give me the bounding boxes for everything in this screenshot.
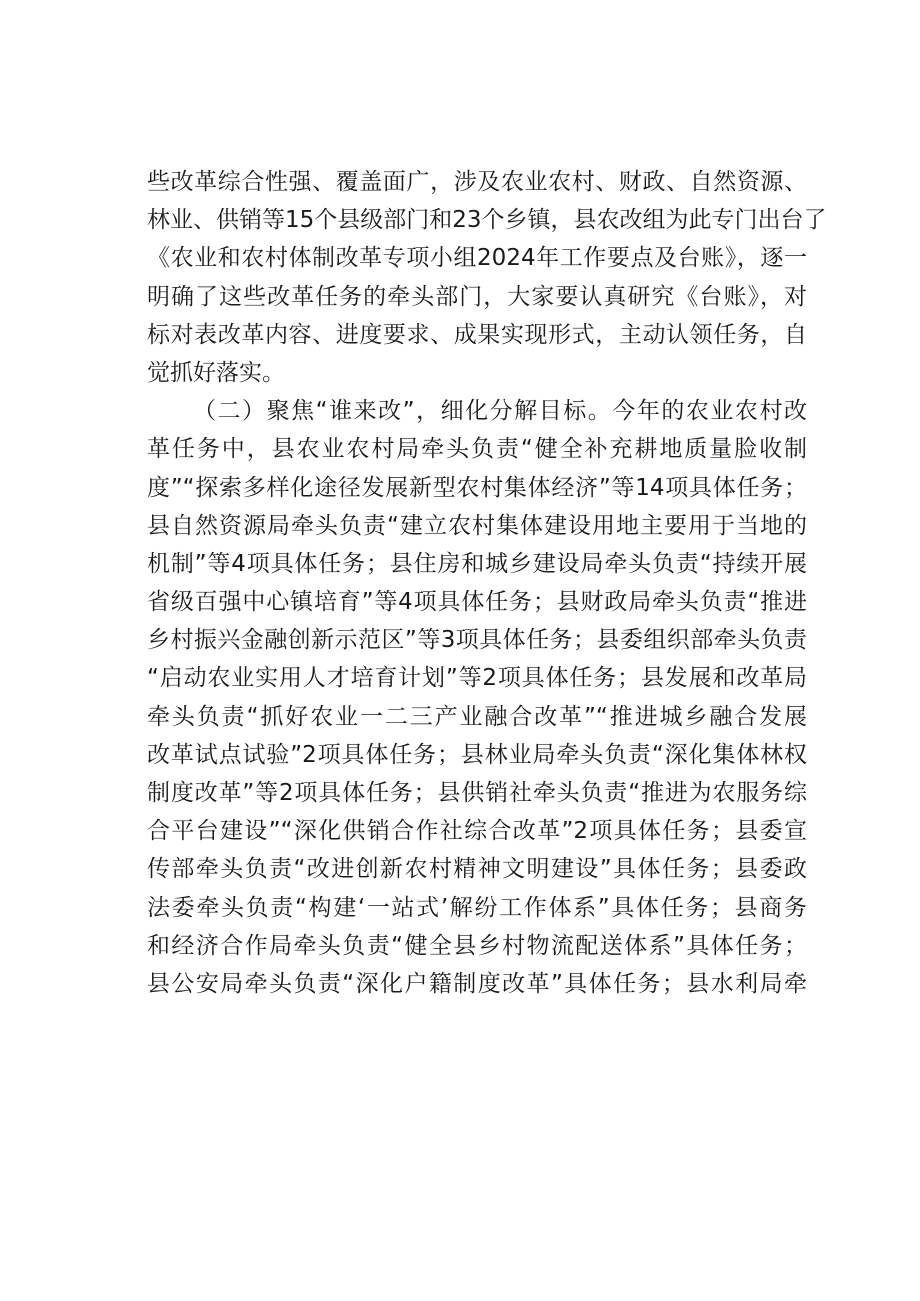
text-line: 县公安局牵头负责“深化户籍制度改革”具体任务；县水利局牵 (147, 970, 807, 997)
text-line: 法委牵头负责“构建‘一站式’解纷工作体系”具体任务；县商务 (147, 894, 807, 921)
text-line: 度”“探索多样化途径发展新型农村集体经济”等14项具体任务； (147, 474, 807, 501)
text-line: 林业、供销等15个县级部门和23个乡镇，县农改组为此专门出台了 (147, 207, 827, 234)
text-line: 县自然资源局牵头负责“建立农村集体建设用地主要用于当地的 (147, 512, 807, 539)
text-line: 乡村振兴金融创新示范区”等3项具体任务；县委组织部牵头负责 (147, 627, 807, 654)
text-line: 些改革综合性强、覆盖面广，涉及农业农村、财政、自然资源、 (147, 169, 807, 195)
text-line: 标对表改革内容、进度要求、成果实现形式，主动认领任务，自 (147, 321, 807, 348)
text-line: 革任务中，县农业农村局牵头负责“健全补充耕地质量脸收制 (147, 436, 807, 463)
text-line: “启动农业实用人才培育计划”等2项具体任务；县发展和改革局 (147, 665, 807, 692)
text-line: （二）聚焦“谁来改”，细化分解目标。今年的农业农村改 (193, 398, 807, 425)
text-line: 合平台建设”“深化供销合作社综合改革”2项具体任务；县委宣 (147, 818, 807, 845)
text-line: 改革试点试验”2项具体任务；县林业局牵头负责“深化集体林权 (147, 741, 807, 768)
text-line: 明确了这些改革任务的牵头部门，大家要认真研究《台账》，对 (147, 283, 807, 310)
text-line: 传部牵头负责“改进创新农村精神文明建设”具体任务；县委政 (147, 856, 807, 883)
text-line: 制度改革”等2项具体任务；县供销社牵头负责“推进为农服务综 (147, 780, 807, 806)
paragraph-2 (147, 392, 807, 1003)
text-line: 机制”等4项具体任务；县住房和城乡建设局牵头负责“持续开展 (147, 550, 807, 577)
text-line: 牵头负责“抓好农业一二三产业融合改革”“推进城乡融合发展 (147, 703, 807, 730)
text-line: 和经济合作局牵头负责“健全县乡村物流配送体系”具体任务； (147, 932, 807, 959)
body-text (147, 163, 827, 1003)
text-line: 觉抓好落实。 (147, 359, 285, 386)
text-line: 省级百强中心镇培育”等4项具体任务；县财政局牵头负责“推进 (147, 589, 807, 616)
text-line: 《农业和农村体制改革专项小组2024年工作要点及台账》，逐一 (147, 245, 807, 272)
paragraph-1 (147, 163, 827, 392)
